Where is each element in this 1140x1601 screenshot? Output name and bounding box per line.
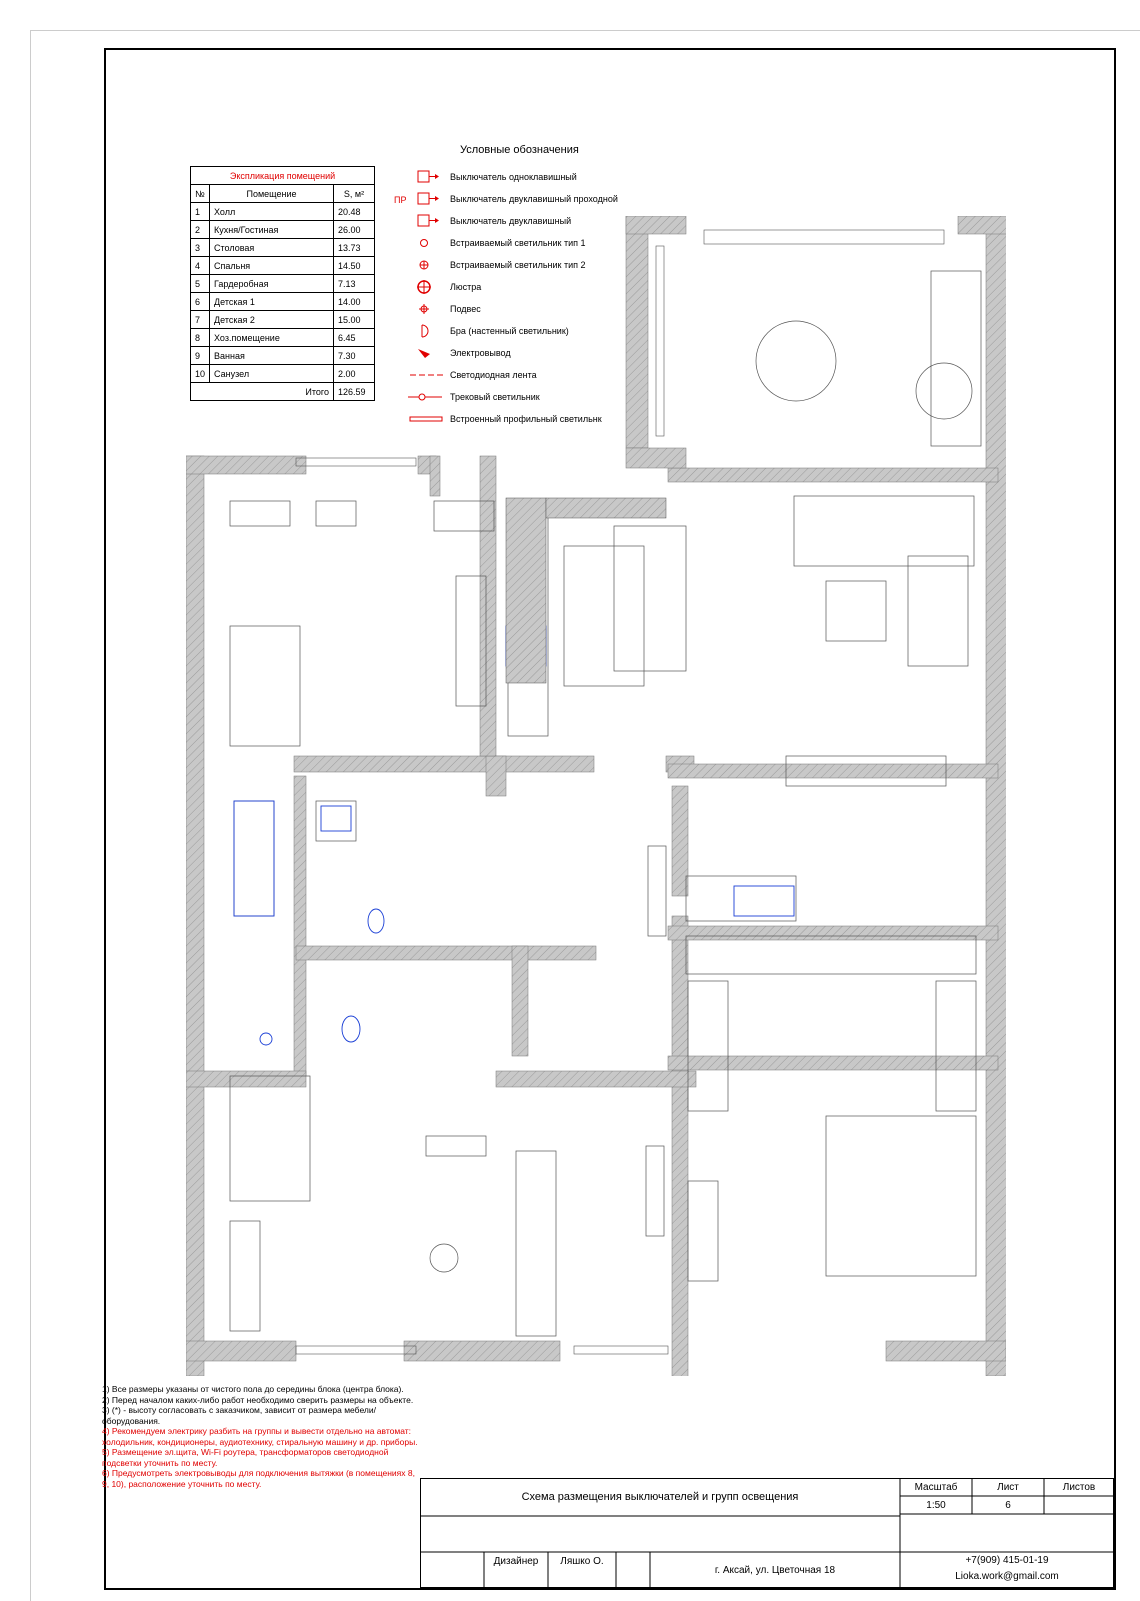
row-room: Санузел [210,365,334,383]
note-item: 2) Перед началом каких-либо работ необходимо сверить размеры на объекте. [102,1394,414,1405]
furniture-item [931,271,981,446]
plumbing-fixture [234,801,274,916]
row-no: 2 [191,221,210,239]
furniture-item [646,1146,664,1236]
plumbing-fixture [734,886,794,916]
furniture-item [686,876,796,921]
wall-segment [512,946,528,1056]
furniture-item [794,496,974,566]
furniture-item [908,556,968,666]
row-area: 14.50 [334,257,375,275]
furniture-item [916,363,972,419]
legend-label: Выключатель двуклавишный проходной [450,194,618,204]
row-no: 7 [191,311,210,329]
wall-segment [668,926,998,940]
row-no: 8 [191,329,210,347]
wall-segment [186,456,204,1376]
switch-single-icon [404,169,450,185]
wall-segment [186,1341,296,1361]
legend-item [404,166,634,188]
furniture-item [316,501,356,526]
designer-phone: +7(909) 415-01-19 [965,1554,1049,1566]
row-room: Спальня [210,257,334,275]
walls [186,216,1006,1376]
furniture-item [688,1181,718,1281]
row-area: 13.73 [334,239,375,257]
floor-plan [186,216,1006,1376]
legend-label: Встраиваемый светильник тип 1 [450,238,586,248]
wall-segment [668,468,998,482]
designer-name: Ляшко О. [560,1555,604,1567]
scale-label: Масштаб [914,1481,958,1493]
sheet-label: Лист [997,1481,1019,1493]
wall-segment [668,1056,998,1070]
furniture-item [234,801,274,916]
furniture-item [688,981,728,1111]
pass-prefix: ПР [394,195,407,205]
legend-label: Встроенный профильный светильнк [450,414,602,424]
wall-segment [186,456,306,474]
note-item: 4) Рекомендуем электрику разбить на группы и вывести отдельно на автомат: холодильник, кондиционеры, аудиотехнику, стиральную машину и др. приборы. [102,1426,418,1447]
row-room: Детская 1 [210,293,334,311]
furniture-item [516,1151,556,1336]
note-item: 3) (*) - высоту согласовать с заказчиком, зависит от размера мебели/оборудования. [102,1405,376,1426]
row-room: Детская 2 [210,311,334,329]
wall-segment [986,216,1006,1376]
col-header-no: № [191,185,210,203]
row-area: 2.00 [334,365,375,383]
row-room: Столовая [210,239,334,257]
legend-title: Условные обозначения [460,144,579,156]
general-notes [102,1384,420,1489]
furniture-item [230,1076,310,1201]
row-area: 14.00 [334,293,375,311]
row-area: 26.00 [334,221,375,239]
wall-segment [626,448,686,468]
wall-segment [430,456,440,496]
project-address: г. Аксай, ул. Цветочная 18 [714,1564,836,1576]
sheet-value: 6 [1005,1499,1011,1511]
wall-segment [672,786,688,896]
row-no: 1 [191,203,210,221]
furniture-item [426,1136,486,1156]
legend-label: Светодиодная лента [450,370,537,380]
row-room: Кухня/Гостиная [210,221,334,239]
title-block [420,1478,1114,1588]
furniture-item [826,581,886,641]
plumbing-fixture [368,909,384,933]
wall-segment [626,216,648,448]
wall-segment [486,756,506,796]
plumbing-fixture [260,1033,272,1045]
total-label: Итого [191,383,334,401]
furniture [230,271,981,1336]
kitchen-counter [506,498,546,683]
row-no: 3 [191,239,210,257]
furniture-item [648,846,666,936]
explication-caption: Экспликация помещений [191,167,375,185]
legend-label: Выключатель двуклавишный [450,216,572,226]
legend-label: Бра (настенный светильник) [450,326,569,336]
row-area: 7.13 [334,275,375,293]
wall-segment [668,764,998,778]
note-item: 5) Размещение эл.щита, Wi-Fi роутера, трансформаторов светодиодной подсветки уточнить по месту. [102,1447,389,1468]
window [574,1346,668,1354]
window [704,230,944,244]
row-no: 5 [191,275,210,293]
furniture-item [230,501,290,526]
legend-label: Люстра [450,282,482,292]
row-no: 10 [191,365,210,383]
row-no: 4 [191,257,210,275]
row-no: 6 [191,293,210,311]
window [296,458,416,466]
row-area: 20.48 [334,203,375,221]
wall-segment [672,916,688,1376]
furniture-item [936,981,976,1111]
row-no: 9 [191,347,210,365]
row-area: 7.30 [334,347,375,365]
col-header-area: S, м² [334,185,375,203]
furniture-item [686,936,976,974]
plumbing-fixture [342,1016,360,1042]
note-item: 6) Предусмотреть электровыводы для подключения вытяжки (в помещениях 8, 9, 10), расположение уточнить по месту. [102,1468,415,1489]
window [656,246,664,436]
designer-label: Дизайнер [493,1555,539,1567]
furniture-item [316,801,356,841]
furniture-item [826,1116,976,1276]
sheets-label: Листов [1062,1481,1096,1493]
row-room: Ванная [210,347,334,365]
wall-segment [294,756,594,772]
designer-email: Lioka.work@gmail.com [955,1570,1059,1582]
wall-segment [958,216,1006,234]
switch-double-pass-icon [394,191,450,207]
row-area: 6.45 [334,329,375,347]
wall-segment [186,1071,306,1087]
furniture-item [430,1244,458,1272]
scale-value: 1:50 [926,1499,946,1511]
legend-label: Подвес [450,304,481,314]
wall-segment [496,1071,696,1087]
furniture-item [230,626,300,746]
drawing-title: Схема размещения выключателей и групп освещения [521,1491,799,1503]
wall-segment [886,1341,1006,1361]
legend-label: Встраиваемый светильник тип 2 [450,260,586,270]
row-room: Хоз.помещение [210,329,334,347]
furniture-item [756,321,836,401]
wall-segment [296,946,596,960]
legend-label: Электровывод [450,348,511,358]
note-item: 1) Все размеры указаны от чистого пола до середины блока (центра блока). [102,1384,404,1394]
furniture-item [230,1221,260,1331]
window [296,1346,416,1354]
row-room: Гардеробная [210,275,334,293]
row-room: Холл [210,203,334,221]
legend-label: Выключатель одноклавишный [450,172,577,182]
furniture-item [614,526,686,671]
kitchen-counter [546,498,666,518]
col-header-room: Помещение [210,185,334,203]
sheets-value [1044,1496,1114,1514]
legend-item [394,188,634,210]
legend-label: Трековый светильник [450,392,540,402]
total-value: 126.59 [334,383,375,401]
wall-segment [294,776,306,1076]
row-area: 15.00 [334,311,375,329]
furniture-item [564,546,644,686]
wall-segment [404,1341,560,1361]
wall-segment [626,216,686,234]
plumbing-fixture [321,806,351,831]
